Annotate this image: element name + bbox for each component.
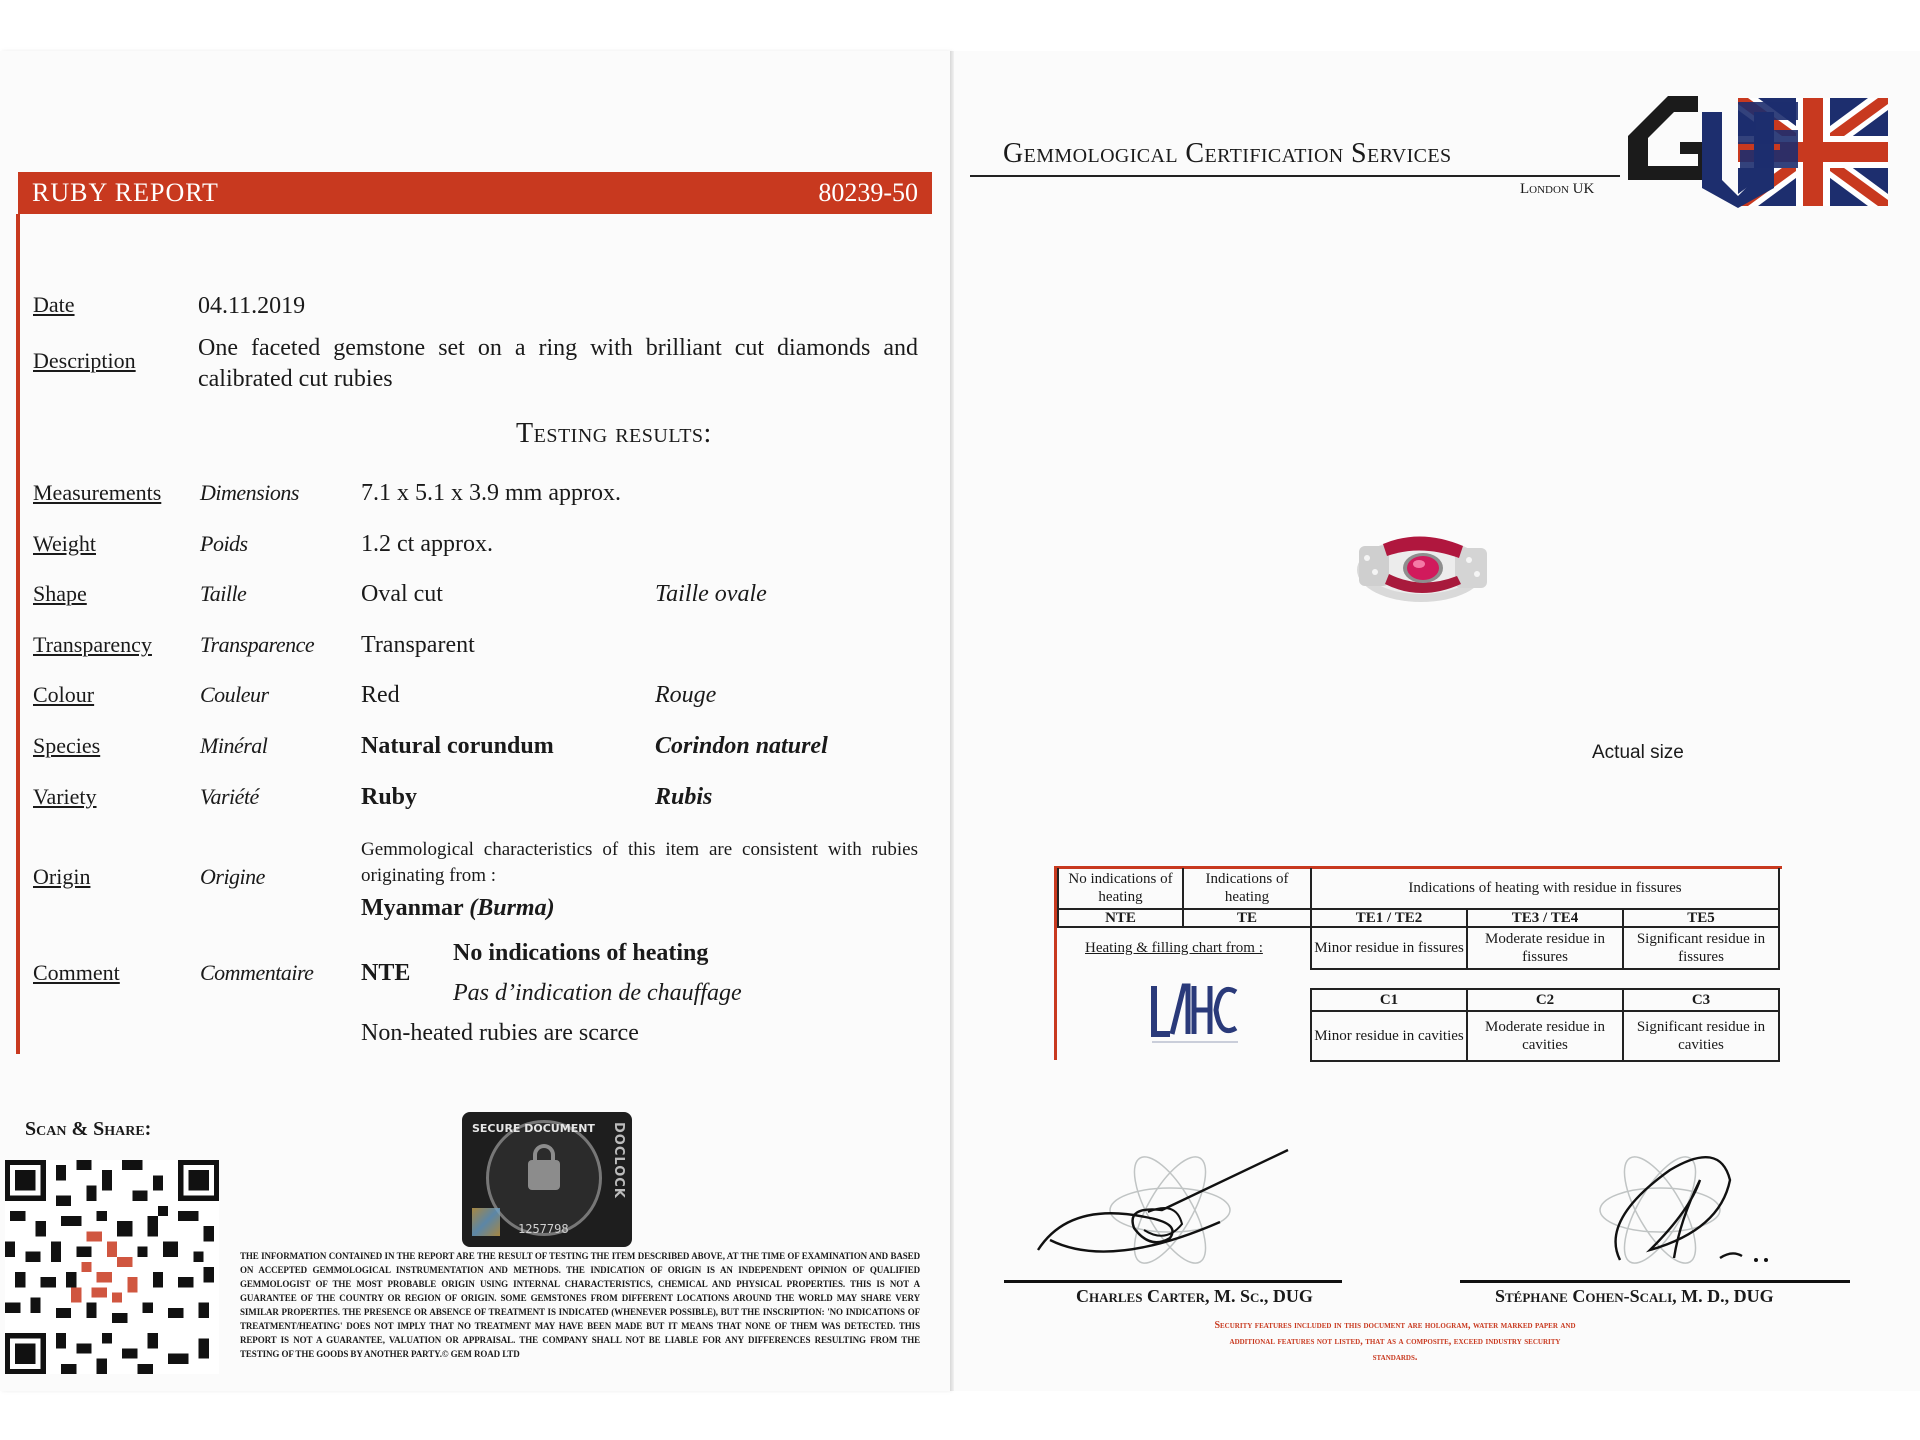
cavity-desc: Moderate residue in cavities [1485,1019,1605,1053]
actual-size-caption: Actual size [1592,742,1684,763]
gcs-logo-text: GCS [1814,174,1817,175]
species-label-fr: Minéral [200,733,268,758]
heating-chart-link[interactable]: Heating & filling chart from : [1085,940,1263,956]
comment-note: Non-heated rubies are scarce [361,1020,639,1046]
colour-label-fr: Couleur [200,682,269,707]
variety-label-fr: Variété [200,784,259,809]
signer-cohen-scali: Stéphane Cohen-Scali, M. D., DUG [1495,1286,1774,1306]
fissure-code: TE3 / TE4 [1511,910,1579,926]
te-desc-cell [1182,868,1312,910]
fissure-desc: Minor residue in fissures [1314,940,1464,956]
cavity-code: C1 [1379,992,1399,1008]
nte-desc: No indications of heating [1068,871,1173,905]
origin-label-fr: Origine [200,864,265,889]
shape-value-fr: Taille ovale [655,581,767,607]
cavity-code: C3 [1691,992,1711,1008]
transparency-value: Transparent [361,632,475,658]
description-label: Description [33,348,136,373]
nte-code-cell [1057,908,1184,928]
cavity-desc: Minor residue in cavities [1314,1028,1464,1044]
fissure-desc: Significant residue in fissures [1636,931,1766,965]
shape-label-fr: Taille [200,581,247,606]
cavity-desc-cell-3 [1622,1010,1780,1062]
cavity-desc-cell-2 [1466,1010,1624,1062]
measurements-label: Measurements [33,480,162,505]
signature-rule-left [1004,1280,1342,1283]
te-code: TE [1236,910,1257,926]
lfhc-logo [1150,982,1240,1047]
fissure-code-cell-3 [1622,908,1780,928]
te-code-cell [1182,908,1312,928]
fissure-code-cell-1 [1310,908,1468,928]
seal-serial: 1257798 [518,1222,569,1236]
origin-country-alt: (Burma) [469,895,555,921]
variety-label: Variety [33,784,97,809]
fissure-desc-cell-1 [1310,926,1468,970]
shape-label: Shape [33,581,87,606]
measurements-value: 7.1 x 5.1 x 3.9 mm approx. [361,480,621,506]
cavity-code-cell-1 [1310,988,1468,1012]
cavity-code-cell-2 [1466,988,1624,1012]
fissures-header: Indications of heating with residue in fissures [1408,880,1682,896]
nte-code: NTE [1105,910,1136,926]
report-header [18,172,932,214]
fissure-desc-cell-3 [1622,926,1780,970]
fissure-code: TE5 [1687,910,1715,926]
left-accent-rule [16,214,20,1054]
legal-disclaimer: THE INFORMATION CONTAINED IN THE REPORT ARE THE RESULT OF TESTING THE ITEM DESCRIBED ABOVE, AT THE TIME OF EXAMINATION AND BASED ON ACCEPTED GEMMOLOGICAL INSTRUMENTATION AND METHODS. THE INDICATION OF ORIGIN IS AN INDEPENDENT OPINION OF QUALIFIED GEMMOLOGIST OF THE MOST PROBABLE ORIGIN USING INTERNAL CHARACTERISTICS, CHEMICAL AND PHYSICAL PROPERTIES. THIS IS NOT A GUARANTEE OF THE COUNTRY OR REGION OF ORIGIN. SOME GEMSTONES FROM DIFFERENT LOCATIONS AROUND THE WORLD MAY SHARE VERY SIMILAR PROPERTIES. THE PRESENCE OR ABSENCE OF TREATMENT IS INDICATED (WHENEVER POSSIBLE), BUT THE INSCRIPTION: 'NO INDICATIONS OF TREATMENT/HEATING' DOES NOT IMPLY THAT NO TREATMENT MAY HAVE BEEN MADE BUT IT MEANS THAT NONE OF THEM WAS DETECTED. THIS REPORT IS NOT A GUARANTEE, VALUATION OR APPRAISAL. THE COMPANY SHALL NOT BE LIABLE FOR ANY DIFFERENCES RESULTING FROM THE TESTING OF THE GOODS BY ANOTHER PARTY.© GEM ROAD LTD [240,1251,920,1359]
fissure-code-cell-2 [1466,908,1624,928]
nte-desc-cell [1057,868,1184,910]
weight-value: 1.2 ct approx. [361,531,493,557]
report-title: RUBY REPORT [32,178,219,207]
species-value-fr: Corindon naturel [655,733,828,759]
variety-value: Ruby [361,784,418,810]
hologram-patch [472,1208,500,1236]
shape-value: Oval cut [361,581,443,607]
te-desc: Indications of heating [1205,871,1289,905]
signature-cohen-scali [1570,1140,1790,1280]
signature-carter [1030,1140,1300,1280]
origin-text: Gemmological characteristics of this item are consistent with rubies originating from : [361,839,918,886]
ring-photo [1355,530,1490,610]
doclock-hologram-seal [462,1112,632,1247]
origin-country: Myanmar [361,895,464,921]
report-number: 80239-50 [818,178,918,207]
cavity-code: C2 [1535,992,1555,1008]
colour-value: Red [361,682,400,708]
transparency-label: Transparency [33,632,152,657]
lab-name: Gemmological Certification Services [1003,138,1452,169]
measurements-label-fr: Dimensions [200,480,299,505]
cavity-code-cell-3 [1622,988,1780,1012]
colour-value-fr: Rouge [655,682,717,708]
fissure-desc-cell-2 [1466,926,1624,970]
testing-results-title: Testing results: [516,418,712,449]
origin-label: Origin [33,864,91,889]
weight-label-fr: Poids [200,531,248,556]
comment-label: Comment [33,960,120,985]
transparency-label-fr: Transparence [200,632,315,657]
lfhc-logo-text: LFHC [1195,1012,1198,1013]
qr-code-icon[interactable] [5,1160,219,1374]
cavity-desc: Significant residue in cavities [1636,1019,1766,1053]
security-note: Security features included in this document are hologram, water marked paper and additional features not listed, that as a composite, exceed industry security standards. [1214,1320,1576,1363]
signature-rule-right [1460,1280,1850,1283]
description-value: One faceted gemstone set on a ring with brilliant cut diamonds and calibrated cut rubies [198,335,918,392]
comment-value-fr: Pas d’indication de chauffage [453,980,742,1006]
fissure-desc: Moderate residue in fissures [1485,931,1605,965]
seal-brand: DOCLOCK [611,1122,626,1199]
fissures-header-cell [1310,868,1780,910]
species-value: Natural corundum [361,733,554,759]
origin-place [361,895,555,922]
colour-label: Colour [33,682,95,707]
variety-value-fr: Rubis [655,784,713,810]
weight-label: Weight [33,531,96,556]
scan-share-title: Scan & Share: [25,1118,152,1140]
species-label: Species [33,733,101,758]
comment-code: NTE [361,960,411,986]
cavity-desc-cell-1 [1310,1010,1468,1062]
comment-label-fr: Commentaire [200,960,314,985]
fissure-code: TE1 / TE2 [1355,910,1423,926]
date-value: 04.11.2019 [198,293,306,319]
date-label: Date [33,292,75,317]
seal-text: SECURE DOCUMENT [472,1122,595,1135]
signer-carter: Charles Carter, M. Sc., DUG [1076,1286,1313,1306]
gcs-logo [1628,96,1888,208]
lock-icon [528,1160,560,1190]
lab-name-rule [970,175,1620,177]
comment-value: No indications of heating [453,940,709,966]
lab-city: London UK [1520,181,1595,197]
